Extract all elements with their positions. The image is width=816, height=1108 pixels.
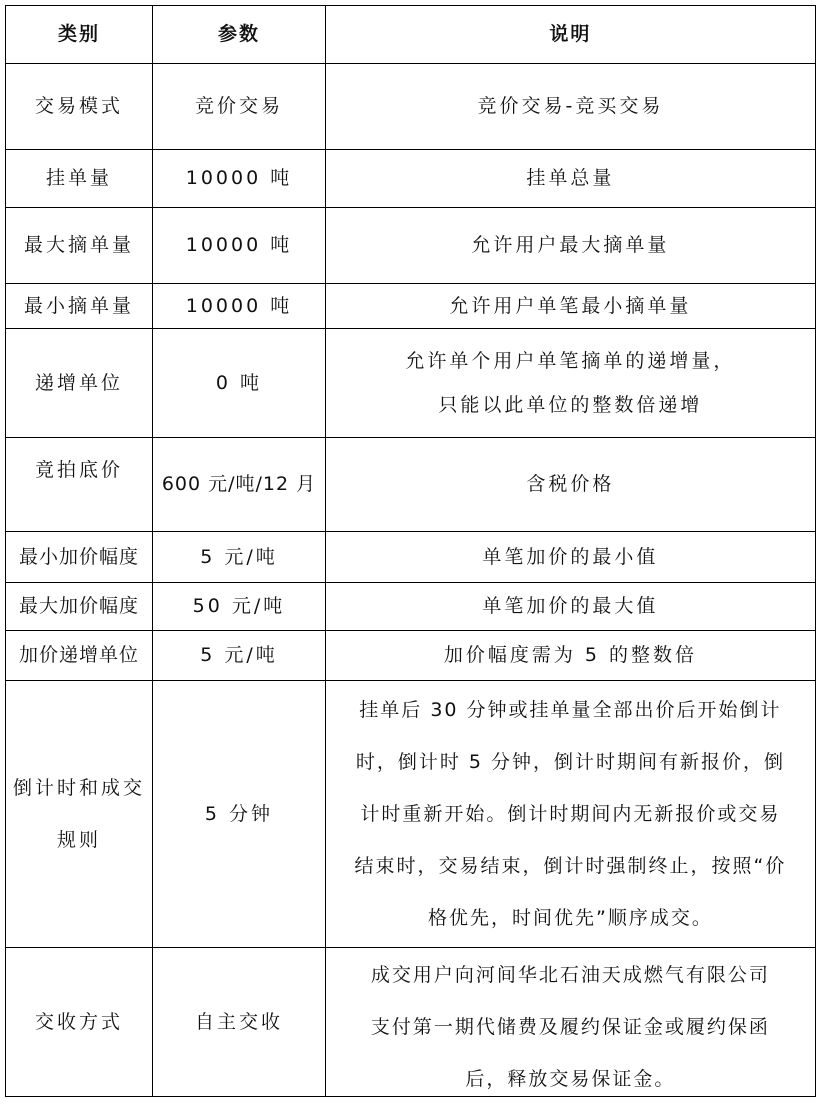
table-row xyxy=(6,284,816,329)
desc-line: 成交用户向河间华北石油天成燃气有限公司 xyxy=(370,964,770,986)
param-cell: 10000 吨 xyxy=(153,208,326,284)
desc-line: 计时重新开始。倒计时期间内无新报价或交易 xyxy=(360,803,781,825)
table-row xyxy=(6,438,816,532)
desc-line: 时，倒计时 5 分钟，倒计时期间有新报价，倒 xyxy=(355,751,786,773)
param-cell: 5 元/吨 xyxy=(153,631,326,681)
category-line: 倒计时和成交 xyxy=(13,777,146,799)
param-cell: 5 元/吨 xyxy=(153,532,326,583)
table-row xyxy=(6,208,816,284)
category-cell: 交易模式 xyxy=(6,64,153,150)
category-cell: 加价递增单位 xyxy=(6,631,153,681)
desc-cell xyxy=(325,681,815,948)
param-cell: 10000 吨 xyxy=(153,150,326,208)
category-cell: 挂单量 xyxy=(6,150,153,208)
header-row xyxy=(6,6,816,64)
desc-cell xyxy=(325,948,815,1097)
desc-cell: 单笔加价的最大值 xyxy=(325,583,815,631)
desc-cell: 挂单总量 xyxy=(325,150,815,208)
desc-cell: 单笔加价的最小值 xyxy=(325,532,815,583)
desc-line: 格优先，时间优先”顺序成交。 xyxy=(428,907,713,929)
desc-line: 后，释放交易保证金。 xyxy=(465,1068,676,1090)
category-cell: 最大摘单量 xyxy=(6,208,153,284)
param-cell: 50 元/吨 xyxy=(153,583,326,631)
desc-line: 挂单后 30 分钟或挂单量全部出价后开始倒计 xyxy=(359,699,782,721)
table-row xyxy=(6,150,816,208)
desc-cell: 允许用户最大摘单量 xyxy=(325,208,815,284)
table-row xyxy=(6,631,816,681)
desc-cell: 允许用户单笔最小摘单量 xyxy=(325,284,815,329)
category-cell: 最小加价幅度 xyxy=(6,532,153,583)
desc-cell: 竞价交易-竞买交易 xyxy=(325,64,815,150)
category-cell: 最小摘单量 xyxy=(6,284,153,329)
table-row xyxy=(6,583,816,631)
table-row xyxy=(6,948,816,1097)
desc-cell: 加价幅度需为 5 的整数倍 xyxy=(325,631,815,681)
category-cell: 交收方式 xyxy=(6,948,153,1097)
param-cell: 0 吨 xyxy=(153,329,326,438)
category-cell: 递增单位 xyxy=(6,329,153,438)
header-param: 参数 xyxy=(153,6,326,64)
desc-line: 结束时，交易结束，倒计时强制终止，按照“价 xyxy=(354,855,787,877)
param-cell: 10000 吨 xyxy=(153,284,326,329)
table-row xyxy=(6,532,816,583)
param-cell: 5 分钟 xyxy=(153,681,326,948)
category-cell: 最大加价幅度 xyxy=(6,583,153,631)
table-row xyxy=(6,64,816,150)
table-row xyxy=(6,681,816,948)
category-cell: 竟拍底价 xyxy=(6,438,153,532)
table-row xyxy=(6,329,816,438)
header-category: 类别 xyxy=(6,6,153,64)
trading-parameters-table xyxy=(5,5,816,1097)
category-line: 规则 xyxy=(57,829,102,851)
category-cell xyxy=(6,681,153,948)
desc-cell: 含税价格 xyxy=(325,438,815,532)
desc-line: 支付第一期代储费及履约保证金或履约保函 xyxy=(370,1016,770,1038)
desc-cell xyxy=(325,329,815,438)
param-cell: 竞价交易 xyxy=(153,64,326,150)
desc-line: 只能以此单位的整数倍递增 xyxy=(438,394,703,416)
desc-line: 允许单个用户单笔摘单的递增量， xyxy=(405,350,736,372)
param-cell: 自主交收 xyxy=(153,948,326,1097)
param-cell: 600 元/吨/12 月 xyxy=(153,438,326,532)
header-desc: 说明 xyxy=(325,6,815,64)
